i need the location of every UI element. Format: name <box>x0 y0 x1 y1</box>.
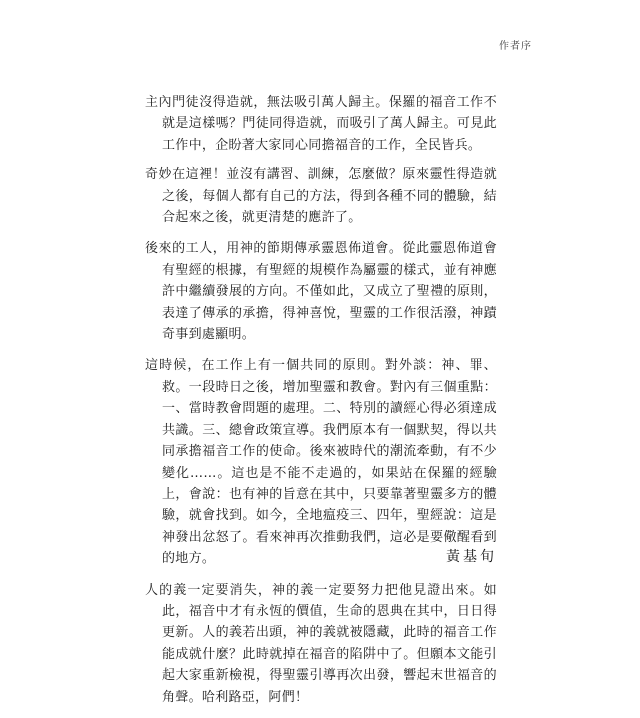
paragraph-1: 主內門徒沒得造就，無法吸引萬人歸主。保羅的福音工作不就是這樣嗎？門徒同得造就，而吸引了萬人歸主。可見此工作中，企盼著大家同心同擔福音的工作，全民皆兵。 <box>145 95 497 153</box>
paragraph-2: 奇妙在這裡！並沒有講習、訓練，怎麼做？原來靈性得造就之後，每個人都有自己的方法，得到各種不同的體驗，結合起來之後，就更清楚的應許了。 <box>145 167 497 226</box>
author-signature: 黃基旬 <box>446 549 497 565</box>
paragraph-5: 人的義一定要消失，神的義一定要努力把他見證出來。如此，福音中才有永恆的價值，生命的恩典在其中，日日得更新。人的義若出頭，神的義就被隱藏，此時的福音工作能成就什麼？此時就掉在福音的陷阱中了。但願本文能引起大家重新檢視，得聖靈引導再次出發，響起末世福音的角聲。哈利路亞，阿們！ <box>145 582 497 705</box>
preface-body <box>145 92 497 718</box>
paragraph-4: 這時候，在工作上有一個共同的原則。對外談：神、罪、救。一段時日之後，增加聖靈和教會。對內有三個重點：一、當時教會問題的處理。二、特別的讀經心得必須達成共識。三、總會政策宣導。我們原本有一個默契，得以共同承擔福音工作的使命。後來被時代的潮流牽動，有不少變化……。這也是不能不走過的，如果站在保羅的經驗上，會說：也有神的旨意在其中，只要靠著聖靈多方的體驗，就會找到。如今，全地瘟疫三、四年，聖經說：這是神發出忿怒了。看來神再次推動我們，這必是要儆醒看到的地方。 <box>145 358 497 567</box>
page-header-label: 作者序 <box>499 41 532 52</box>
paragraph-3: 後來的工人，用神的節期傳承靈恩佈道會。從此靈恩佈道會有聖經的根據，有聖經的規模作為屬靈的樣式，並有神應許中繼續發展的方向。不僅如此，又成立了聖禮的原則，表達了傳承的承擔，得神喜悅，聖靈的工作很活潑，神蹟奇事到處顯明。 <box>145 241 497 343</box>
